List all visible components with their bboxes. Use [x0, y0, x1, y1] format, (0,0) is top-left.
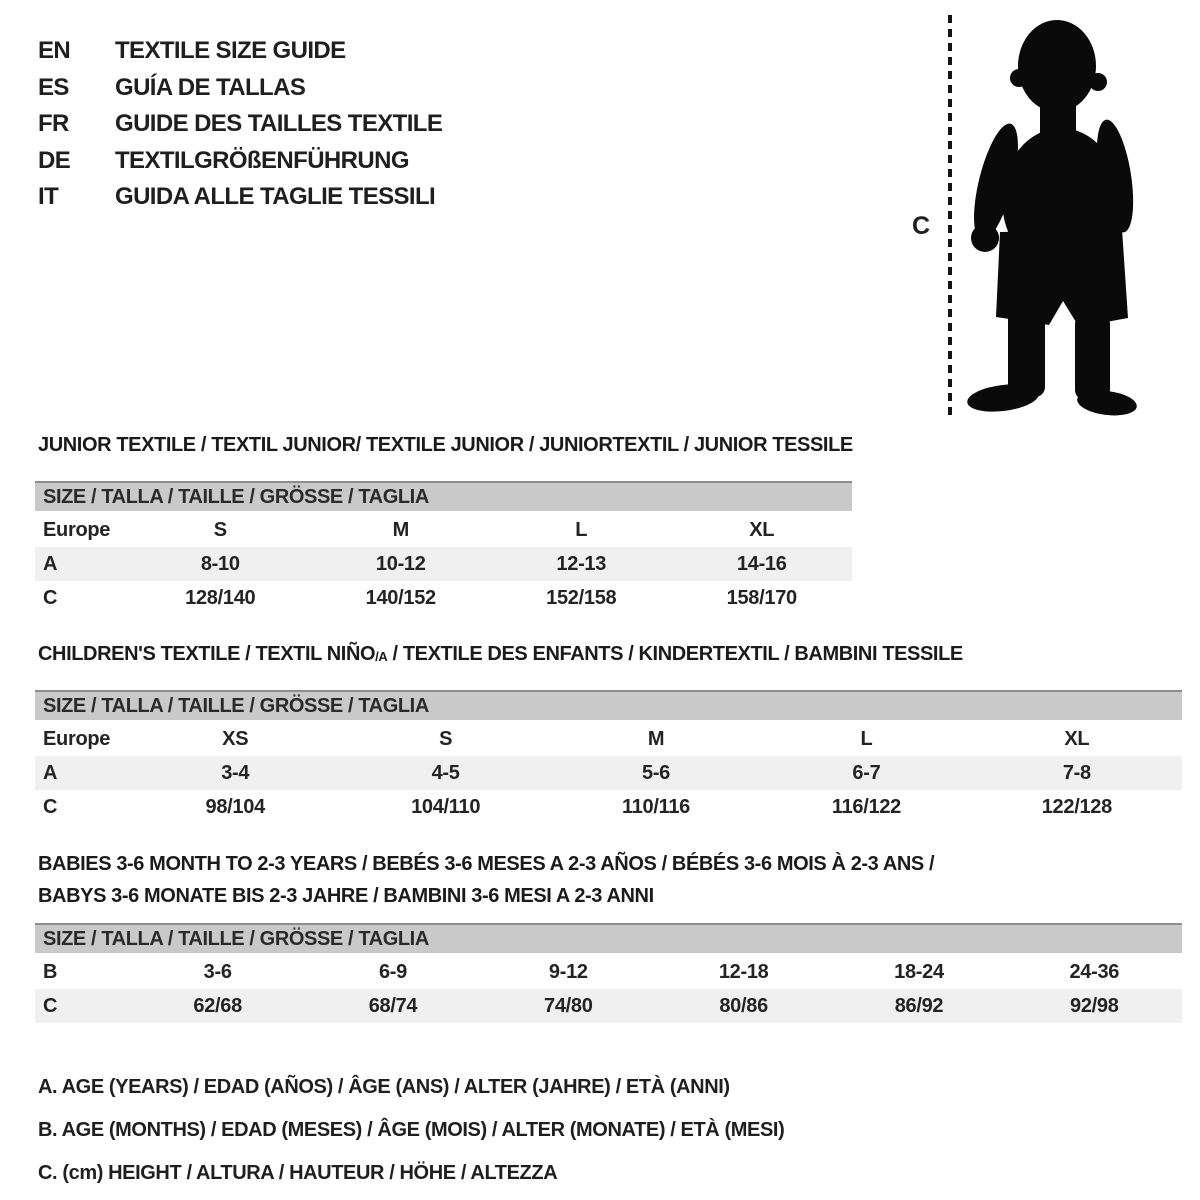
size-value-cell: XS: [222, 728, 249, 750]
children-title-main: CHILDREN'S TEXTILE / TEXTIL NIÑO: [38, 643, 376, 665]
size-value-cell: M: [392, 519, 409, 541]
size-value-cell: 110/116: [622, 796, 691, 818]
guide-title-de: TEXTILGRÖßENFÜHRUNG: [115, 146, 409, 174]
size-value-cell: 104/110: [411, 796, 481, 818]
size-value-cell: 128/140: [185, 587, 256, 609]
babies-title-line-1: BABIES 3-6 MONTH TO 2-3 YEARS / BEBÉS 3-6 MESES A 2-3 AÑOS / BÉBÉS 3-6 MOIS À 2-3 ANS /: [38, 853, 935, 875]
guide-title-es: GUÍA DE TALLAS: [115, 73, 306, 101]
babies-section-title: [38, 849, 934, 912]
size-value-cell: XL: [749, 519, 775, 541]
table-row-c: [35, 790, 1182, 824]
legend-line-a: A. AGE (YEARS) / EDAD (AÑOS) / ÂGE (ANS) / ALTER (JAHRE) / ETÀ (ANNI): [38, 1076, 730, 1098]
language-title-list: [38, 33, 442, 216]
size-table-header: SIZE / TALLA / TAILLE / GRÖSSE / TAGLIA: [35, 923, 1182, 953]
size-value-cell: 68/74: [368, 995, 418, 1017]
table-row-europe: [35, 722, 1182, 756]
guide-title-en: TEXTILE SIZE GUIDE: [115, 37, 346, 65]
size-value-cell: 86/92: [894, 995, 944, 1017]
table-row-a: [35, 756, 1182, 790]
junior-section-title: JUNIOR TEXTILE / TEXTIL JUNIOR/ TEXTILE JUNIOR / JUNIORTEXTIL / JUNIOR TESSILE: [38, 434, 853, 456]
guide-title-it: GUIDA ALLE TAGLIE TESSILI: [115, 183, 436, 211]
row-label: C: [43, 796, 58, 818]
size-value-cell: 140/152: [365, 587, 436, 609]
row-label: A: [43, 553, 58, 575]
language-code: EN: [38, 37, 71, 65]
size-value-cell: L: [575, 519, 588, 541]
size-value-cell: 5-6: [642, 762, 671, 784]
size-table-header: SIZE / TALLA / TAILLE / GRÖSSE / TAGLIA: [35, 481, 852, 511]
size-value-cell: 116/122: [831, 796, 901, 818]
size-value-cell: 4-5: [431, 762, 460, 784]
children-title-gender-suffix: /A: [375, 649, 388, 664]
size-value-cell: 158/170: [726, 587, 797, 609]
language-code: FR: [38, 110, 69, 138]
size-value-cell: 6-7: [852, 762, 881, 784]
language-row-fr: [38, 106, 442, 143]
toddler-silhouette-icon: [958, 14, 1142, 418]
language-code: ES: [38, 73, 69, 101]
height-measure-label: C: [912, 212, 931, 240]
size-value-cell: 8-10: [200, 553, 240, 575]
size-value-cell: 92/98: [1070, 995, 1119, 1017]
junior-size-table: [35, 481, 852, 615]
row-label: A: [43, 762, 58, 784]
table-row-b: [35, 955, 1182, 989]
size-value-cell: 98/104: [205, 796, 265, 818]
size-value-cell: 7-8: [1062, 762, 1091, 784]
children-title-rest: / TEXTILE DES ENFANTS / KINDERTEXTIL / BAMBINI TESSILE: [387, 643, 963, 665]
size-value-cell: 80/86: [719, 995, 768, 1017]
legend-line-c: C. (cm) HEIGHT / ALTURA / HAUTEUR / HÖHE / ALTEZZA: [38, 1162, 558, 1184]
size-value-cell: M: [647, 728, 665, 750]
children-section-title: [38, 642, 963, 668]
row-label: C: [43, 587, 58, 609]
size-value-cell: L: [860, 728, 873, 750]
size-value-cell: 18-24: [894, 961, 944, 983]
table-row-a: [35, 547, 852, 581]
size-value-cell: XL: [1064, 728, 1090, 750]
size-value-cell: 122/128: [1041, 796, 1112, 818]
children-size-table: [35, 690, 1182, 824]
language-row-es: [38, 70, 442, 107]
table-row-c: [35, 989, 1182, 1023]
size-table-header: SIZE / TALLA / TAILLE / GRÖSSE / TAGLIA: [35, 690, 1182, 720]
measurement-legend: [38, 1066, 784, 1195]
size-value-cell: 14-16: [736, 553, 787, 575]
size-value-cell: 9-12: [548, 961, 588, 983]
row-label: B: [43, 961, 58, 983]
babies-size-table: [35, 923, 1182, 1023]
language-row-it: [38, 179, 442, 216]
row-label: Europe: [43, 728, 111, 750]
language-row-de: [38, 143, 442, 180]
size-value-cell: 12-18: [718, 961, 769, 983]
table-row-europe: [35, 513, 852, 547]
size-value-cell: 6-9: [378, 961, 407, 983]
size-value-cell: S: [439, 728, 453, 750]
row-label: C: [43, 995, 58, 1017]
legend-line-b: B. AGE (MONTHS) / EDAD (MESES) / ÂGE (MOIS) / ALTER (MONATE) / ETÀ (MESI): [38, 1119, 785, 1141]
size-value-cell: 74/80: [544, 995, 593, 1017]
guide-title-fr: GUIDE DES TAILLES TEXTILE: [115, 110, 443, 138]
size-value-cell: 152/158: [546, 587, 617, 609]
size-value-cell: 3-4: [221, 762, 250, 784]
row-label: Europe: [43, 519, 111, 541]
table-row-c: [35, 581, 852, 615]
size-value-cell: 62/68: [193, 995, 242, 1017]
size-value-cell: 3-6: [203, 961, 232, 983]
babies-title-line-2: BABYS 3-6 MONATE BIS 2-3 JAHRE / BAMBINI 3-6 MESI A 2-3 ANNI: [38, 884, 654, 907]
size-value-cell: 24-36: [1069, 961, 1120, 983]
language-code: DE: [38, 146, 71, 174]
language-row-en: [38, 33, 442, 70]
size-value-cell: S: [213, 519, 227, 541]
size-value-cell: 10-12: [375, 553, 426, 575]
language-code: IT: [38, 183, 59, 211]
height-measure-dashed-line: [948, 15, 952, 419]
size-value-cell: 12-13: [556, 553, 607, 575]
